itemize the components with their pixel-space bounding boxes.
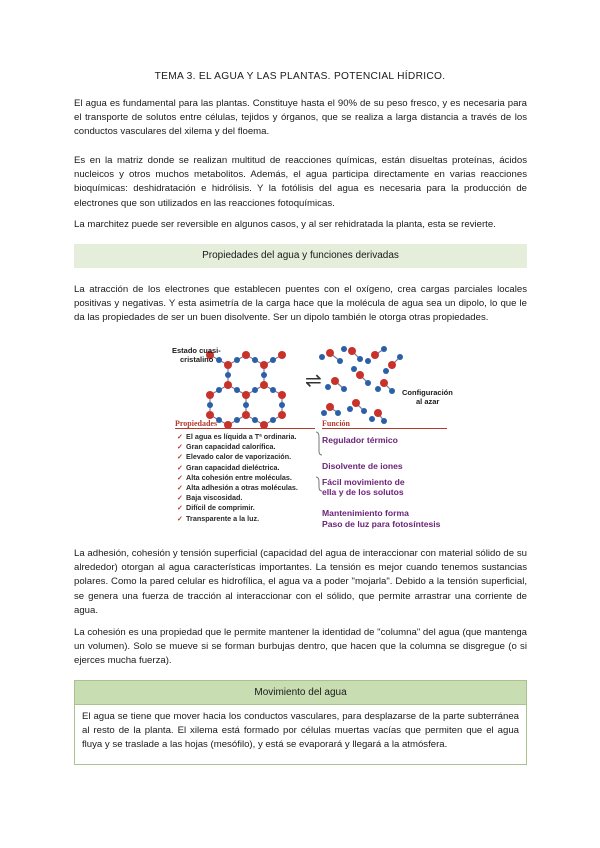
paragraph-matrix: Es en la matriz donde se realizan multitud de reacciones químicas, están disueltas proteínas, ácidos nucleicos y otros muchos metabolitos. Además, el agua participa directamente en varias reacciones bioquímicas: deshidratación e hidrólisis. Y la fotólisis del agua es necesaria para la producción de electrones que son utilizados en las reacciones fotoquímicas. [74, 155, 527, 209]
function-ion-solvent: Disolvente de iones [322, 461, 403, 471]
function-movement-line2: ella y de los solutos [322, 487, 404, 497]
check-icon: ✓ [177, 513, 184, 523]
label-random: al azar [416, 397, 440, 406]
label-random-configuration: Configuración [402, 388, 453, 397]
check-icon: ✓ [177, 493, 184, 503]
check-icon: ✓ [177, 462, 184, 472]
section-heading-water-movement: Movimiento del agua [75, 681, 526, 705]
check-icon: ✓ [177, 452, 184, 462]
function-shape-maintenance: Mantenimiento forma [322, 508, 409, 518]
property-item: ✓ Transparente a la luz. [177, 513, 260, 523]
random-molecules [319, 346, 403, 424]
paragraph-wilting: La marchitez puede ser reversible en algunos casos, y al ser rehidratada la planta, esta se revierte. [74, 219, 496, 230]
property-item: ✓ Difícil de comprimir. [177, 503, 255, 513]
function-light-passage: Paso de luz para fotosíntesis [322, 519, 441, 529]
check-icon: ✓ [177, 483, 184, 493]
property-item: ✓ Gran capacidad calorífica. [177, 442, 276, 452]
property-item: ✓ Gran capacidad dieléctrica. [177, 462, 280, 472]
paragraph-dipole: La atracción de los electrones que establecen puentes con el oxígeno, crea cargas parciales locales positivas y negativas. Y esta asimetría de la carga hace que la molécula de agua sea un dipolo, lo que le da las propiedades de ser un buen disolvente. Ser un dipolo también le otorga otras propiedades. [74, 284, 527, 324]
property-item: ✓ Baja viscosidad. [177, 493, 243, 503]
check-icon: ✓ [177, 472, 184, 482]
label-crystalline: cristalino [180, 355, 214, 364]
check-icon: ✓ [177, 432, 184, 441]
check-icon: ✓ [177, 442, 184, 452]
section-heading-properties: Propiedades del agua y funciones derivadas [74, 244, 527, 268]
properties-list [177, 432, 298, 524]
function-underline [322, 428, 447, 429]
paragraph-adhesion: La adhesión, cohesión y tensión superficial (capacidad del agua de interaccionar con material sólido de su alrededor) otorgan al agua características importantes. La tensión es mejor cuando tenemos sustancias polares. Como la pared celular es hidrofílica, el agua va a poder "mojarla". Debido a la tensión superficial, se genera una fuerza de tracción al interaccionar con el sólido, que permite arrastrar una corriente de agua. [74, 548, 527, 616]
section-water-movement [74, 680, 527, 765]
equilibrium-arrows-icon: ⇌ [305, 370, 322, 392]
paragraph-intro: El agua es fundamental para las plantas. Constituye hasta el 90% de su peso fresco, y es necesaria para el transporte de solutos entre células, tejidos y órganos, que se realiza a larga distancia a través de los conductos vasculares del xilema y del floema. [74, 98, 527, 138]
property-item: ✓ Alta adhesión a otras moléculas. [177, 483, 298, 493]
properties-header: Propiedades [175, 419, 218, 428]
properties-underline [175, 428, 315, 429]
function-thermal-regulator: Regulador térmico [322, 435, 398, 445]
check-icon: ✓ [177, 503, 184, 513]
function-movement-line1: Fácil movimiento de [322, 477, 405, 487]
property-item: ✓ Alta cohesión entre moléculas. [177, 472, 292, 482]
property-item: ✓ El agua es líquida a Tª ordinaria. [177, 432, 297, 441]
function-header: Función [322, 419, 351, 428]
label-quasi-crystalline: Estado cuasi- [172, 346, 221, 355]
property-item: ✓ Elevado calor de vaporización. [177, 452, 292, 462]
paragraph-cohesion: La cohesión es una propiedad que le permite mantener la identidad de "columna" del agua (que mantenga un volumen). Solo se mueve si se forman burbujas dentro, que hacen que la columna se disgregue (o si ejerces mucha fuerza). [74, 627, 527, 667]
page-title: TEMA 3. EL AGUA Y LAS PLANTAS. POTENCIAL HÍDRICO. [154, 71, 446, 82]
paragraph-water-movement: El agua se tiene que mover hacia los conductos vasculares, para desplazarse de la parte subterránea al resto de la planta. El xilema está formado por células muertas vacías que permiten que el agua fluya y se traslade a las hojas (mesófilo), y está se evaporará y llegará a la atmósfera. [82, 711, 519, 751]
